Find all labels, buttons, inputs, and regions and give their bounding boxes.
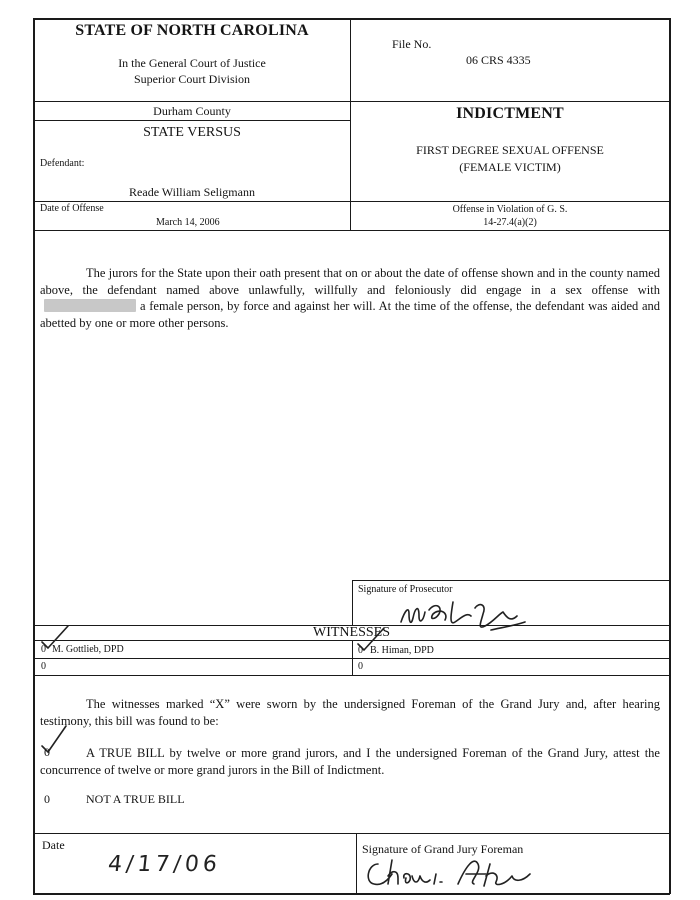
footer-divider xyxy=(356,833,357,893)
witness-checkbox-1[interactable]: 0 xyxy=(41,644,46,655)
bottom-border xyxy=(33,893,670,895)
file-no-label: File No. xyxy=(392,37,432,51)
offense-line-1: FIRST DEGREE SEXUAL OFFENSE xyxy=(416,143,604,157)
true-bill-text: A TRUE BILL by twelve or more grand jurors, and I the undersigned Foreman of the Grand Jury, attest the concurrence of twelve or more grand jurors in the Bill of Indictment. xyxy=(40,746,660,777)
foreman-signature xyxy=(362,856,552,892)
rule-header-bottom xyxy=(33,230,670,231)
top-border xyxy=(33,18,670,20)
witness-check-mark-1 xyxy=(40,624,70,650)
charge-paragraph xyxy=(40,265,660,331)
date-value: 4/17/06 xyxy=(106,852,223,877)
court-line-2: Superior Court Division xyxy=(134,72,250,86)
witness-divider xyxy=(352,640,353,675)
foreman-label: Signature of Grand Jury Foreman xyxy=(362,842,524,856)
prosecutor-box-top xyxy=(352,580,670,581)
rule-county-bottom xyxy=(33,120,351,121)
state-title: STATE OF NORTH CAROLINA xyxy=(75,22,309,39)
defendant-name: Reade William Seligmann xyxy=(129,185,255,199)
witness-checkbox-4[interactable]: 0 xyxy=(358,661,363,672)
indictment-title: INDICTMENT xyxy=(456,105,564,122)
witness-checkbox-3[interactable]: 0 xyxy=(41,661,46,672)
witnesses-title: WITNESSES xyxy=(313,625,390,640)
state-versus: STATE VERSUS xyxy=(143,125,241,140)
rule-county-top xyxy=(33,101,670,102)
witness-name-1: M. Gottlieb, DPD xyxy=(52,644,124,655)
witness-name-2: B. Himan, DPD xyxy=(370,645,434,656)
defendant-label: Defendant: xyxy=(40,158,85,169)
not-true-bill-text: NOT A TRUE BILL xyxy=(86,792,185,806)
date-of-offense-label: Date of Offense xyxy=(40,203,104,214)
offense-line-2: (FEMALE VICTIM) xyxy=(459,160,561,174)
prosecutor-signature xyxy=(395,592,545,640)
statute-value: 14-27.4(a)(2) xyxy=(483,217,537,228)
witness-rule-4 xyxy=(33,675,670,676)
footer-rule xyxy=(33,833,670,834)
file-no-value: 06 CRS 4335 xyxy=(466,53,531,67)
witness-checkbox-2[interactable]: 0 xyxy=(358,645,363,656)
not-true-bill-checkbox[interactable]: 0 xyxy=(44,792,50,806)
court-line-1: In the General Court of Justice xyxy=(118,56,266,70)
statute-label: Offense in Violation of G. S. xyxy=(452,204,568,215)
witness-check-mark-2 xyxy=(356,626,386,652)
prosecutor-box-left xyxy=(352,580,353,625)
prosecutor-label: Signature of Prosecutor xyxy=(358,584,453,595)
county-name: Durham County xyxy=(153,104,231,118)
left-border xyxy=(33,18,35,894)
charge-text-before: The jurors for the State upon their oath present that on or about the date of offense shown and in the county named above, the defendant named above unlawfully, willfully and feloniously did engage in a sex offense with xyxy=(40,266,660,297)
rule-offense-top xyxy=(33,201,670,202)
charge-text-after: a female person, by force and against her will. At the time of the offense, the defendant was aided and abetted by one or more other persons. xyxy=(40,299,660,330)
redacted-victim-name xyxy=(44,299,136,312)
date-of-offense-value: March 14, 2006 xyxy=(156,217,220,228)
date-label: Date xyxy=(42,838,65,852)
sworn-paragraph: The witnesses marked “X” were sworn by the undersigned Foreman of the Grand Jury and, after hearing testimony, this bill was found to be: xyxy=(40,697,660,728)
true-bill-checkbox[interactable]: 0 xyxy=(44,745,50,759)
